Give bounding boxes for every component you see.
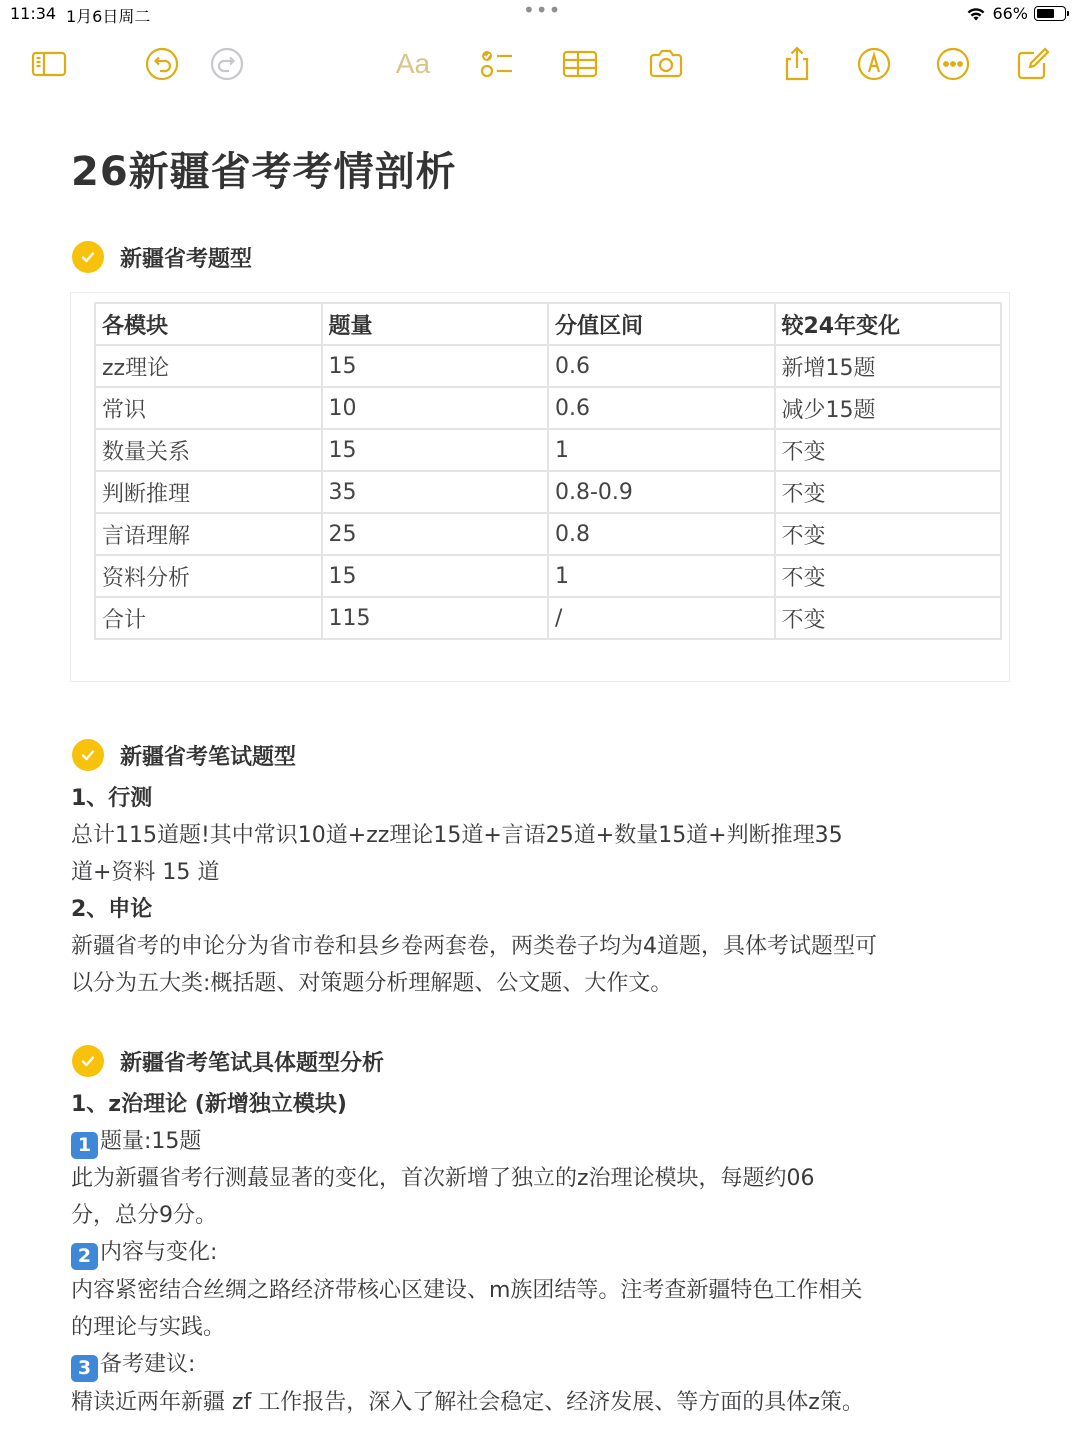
table-cell[interactable]: 35 bbox=[322, 471, 549, 513]
checkmark-icon[interactable] bbox=[72, 1045, 104, 1077]
table-row bbox=[95, 345, 1001, 387]
table-cell[interactable]: 不变 bbox=[775, 429, 1002, 471]
share-icon bbox=[778, 45, 816, 83]
table-cell[interactable]: 合计 bbox=[95, 597, 322, 639]
table-cell[interactable]: 新增15题 bbox=[775, 345, 1002, 387]
table-cell[interactable]: 115 bbox=[322, 597, 549, 639]
checklist-button[interactable] bbox=[472, 38, 520, 90]
point-2[interactable] bbox=[71, 1234, 217, 1271]
multitasking-dots[interactable]: ••• bbox=[523, 0, 562, 22]
markup-pen-icon bbox=[855, 45, 893, 83]
more-icon bbox=[934, 45, 972, 83]
table-cell[interactable]: 不变 bbox=[775, 513, 1002, 555]
text-format-button[interactable]: Aa bbox=[395, 48, 431, 79]
table-cell[interactable]: 0.8 bbox=[548, 513, 775, 555]
table-cell[interactable]: 不变 bbox=[775, 555, 1002, 597]
camera-icon bbox=[647, 45, 685, 83]
table-cell[interactable]: 15 bbox=[322, 555, 549, 597]
table-cell[interactable]: 1 bbox=[548, 555, 775, 597]
markup-button[interactable] bbox=[850, 38, 898, 90]
table-header-cell[interactable]: 各模块 bbox=[95, 303, 322, 345]
checkmark-icon[interactable] bbox=[72, 739, 104, 771]
table-header-cell[interactable]: 较24年变化 bbox=[775, 303, 1002, 345]
section-heading-1 bbox=[72, 241, 252, 273]
table-cell[interactable]: 数量关系 bbox=[95, 429, 322, 471]
table-icon bbox=[561, 45, 599, 83]
section-heading-label: 新疆省考题型 bbox=[120, 246, 253, 272]
table-cell[interactable]: 不变 bbox=[775, 597, 1002, 639]
table-cell[interactable]: 言语理解 bbox=[95, 513, 322, 555]
body-text[interactable]: 此为新疆省考行测蕞显著的变化，首次新增了独立的z治理论模块，每题约06 bbox=[71, 1166, 815, 1191]
table-button[interactable] bbox=[556, 38, 604, 90]
table-cell[interactable]: 0.8-0.9 bbox=[548, 471, 775, 513]
toolbar bbox=[0, 38, 1080, 90]
status-right bbox=[966, 4, 1066, 23]
table-container bbox=[70, 292, 1010, 682]
exam-type-table[interactable] bbox=[94, 302, 1002, 640]
undo-icon bbox=[143, 45, 181, 83]
redo-icon bbox=[208, 45, 246, 83]
table-cell[interactable]: 15 bbox=[322, 345, 549, 387]
table-cell[interactable]: / bbox=[548, 597, 775, 639]
section-heading-label: 新疆省考笔试题型 bbox=[120, 744, 297, 770]
table-row bbox=[95, 387, 1001, 429]
sidebar-icon bbox=[30, 45, 68, 83]
body-text[interactable]: 的理论与实践。 bbox=[71, 1315, 226, 1340]
table-row bbox=[95, 471, 1001, 513]
compose-icon bbox=[1014, 45, 1052, 83]
table-cell[interactable]: 1 bbox=[548, 429, 775, 471]
battery-percent: 66% bbox=[992, 4, 1028, 23]
body-text[interactable]: 道+资料 15 道 bbox=[71, 860, 220, 885]
status-date: 1月6日周二 bbox=[66, 7, 151, 26]
table-header-row bbox=[95, 303, 1001, 345]
point-1[interactable] bbox=[71, 1123, 201, 1160]
more-button[interactable] bbox=[929, 38, 977, 90]
undo-button[interactable] bbox=[138, 38, 186, 90]
status-bar bbox=[0, 0, 1080, 28]
redo-button[interactable] bbox=[203, 38, 251, 90]
table-cell[interactable]: 10 bbox=[322, 387, 549, 429]
checklist-icon bbox=[477, 45, 515, 83]
share-button[interactable] bbox=[773, 38, 821, 90]
subheading-politics[interactable]: 1、z治理论 (新增独立模块) bbox=[71, 1092, 347, 1117]
wifi-icon bbox=[966, 6, 986, 22]
table-cell[interactable]: 资料分析 bbox=[95, 555, 322, 597]
status-time: 11:34 bbox=[10, 4, 57, 23]
point-label: 备考建议: bbox=[100, 1352, 196, 1377]
section-heading-3 bbox=[72, 1045, 384, 1077]
battery-icon bbox=[1034, 6, 1066, 21]
point-label: 题量:15题 bbox=[100, 1129, 202, 1154]
table-header-cell[interactable]: 分值区间 bbox=[548, 303, 775, 345]
table-row bbox=[95, 513, 1001, 555]
table-cell[interactable]: 不变 bbox=[775, 471, 1002, 513]
table-cell[interactable]: 0.6 bbox=[548, 387, 775, 429]
table-row bbox=[95, 555, 1001, 597]
body-text[interactable]: 总计115道题!其中常识10道+zz理论15道+言语25道+数量15道+判断推理35 bbox=[71, 823, 843, 848]
camera-button[interactable] bbox=[642, 38, 690, 90]
table-cell[interactable]: 15 bbox=[322, 429, 549, 471]
keycap-3-icon: 3 bbox=[71, 1355, 98, 1382]
body-text[interactable]: 新疆省考的申论分为省市卷和县乡卷两套卷，两类卷子均为4道题，具体考试题型可 bbox=[71, 934, 877, 959]
body-text[interactable]: 分，总分9分。 bbox=[71, 1203, 217, 1228]
checkmark-icon[interactable] bbox=[72, 241, 104, 273]
keycap-1-icon: 1 bbox=[71, 1132, 98, 1159]
table-cell[interactable]: 常识 bbox=[95, 387, 322, 429]
table-cell[interactable]: 0.6 bbox=[548, 345, 775, 387]
table-cell[interactable]: 判断推理 bbox=[95, 471, 322, 513]
section-heading-label: 新疆省考笔试具体题型分析 bbox=[120, 1050, 385, 1076]
table-cell[interactable]: zz理论 bbox=[95, 345, 322, 387]
body-text[interactable]: 以分为五大类:概括题、对策题分析理解题、公文题、大作文。 bbox=[71, 971, 673, 996]
point-3[interactable] bbox=[71, 1346, 195, 1383]
subheading-xingce[interactable]: 1、行测 bbox=[71, 786, 153, 811]
section-heading-2 bbox=[72, 739, 296, 771]
sidebar-toggle-button[interactable] bbox=[25, 38, 73, 90]
body-text[interactable]: 精读近两年新疆 zf 工作报告，深入了解社会稳定、经济发展、等方面的具体z策。 bbox=[71, 1390, 864, 1415]
body-text[interactable]: 内容紧密结合丝绸之路经济带核心区建设、m族团结等。注考查新疆特色工作相关 bbox=[71, 1278, 863, 1303]
subheading-shenlun[interactable]: 2、申论 bbox=[71, 897, 153, 922]
note-title[interactable]: 26新疆省考考情剖析 bbox=[71, 149, 457, 195]
keycap-2-icon: 2 bbox=[71, 1243, 98, 1270]
table-row bbox=[95, 429, 1001, 471]
table-row bbox=[95, 597, 1001, 639]
compose-button[interactable] bbox=[1009, 38, 1057, 90]
point-label: 内容与变化: bbox=[100, 1240, 218, 1265]
table-cell[interactable]: 减少15题 bbox=[775, 387, 1002, 429]
table-cell[interactable]: 25 bbox=[322, 513, 549, 555]
table-header-cell[interactable]: 题量 bbox=[322, 303, 549, 345]
